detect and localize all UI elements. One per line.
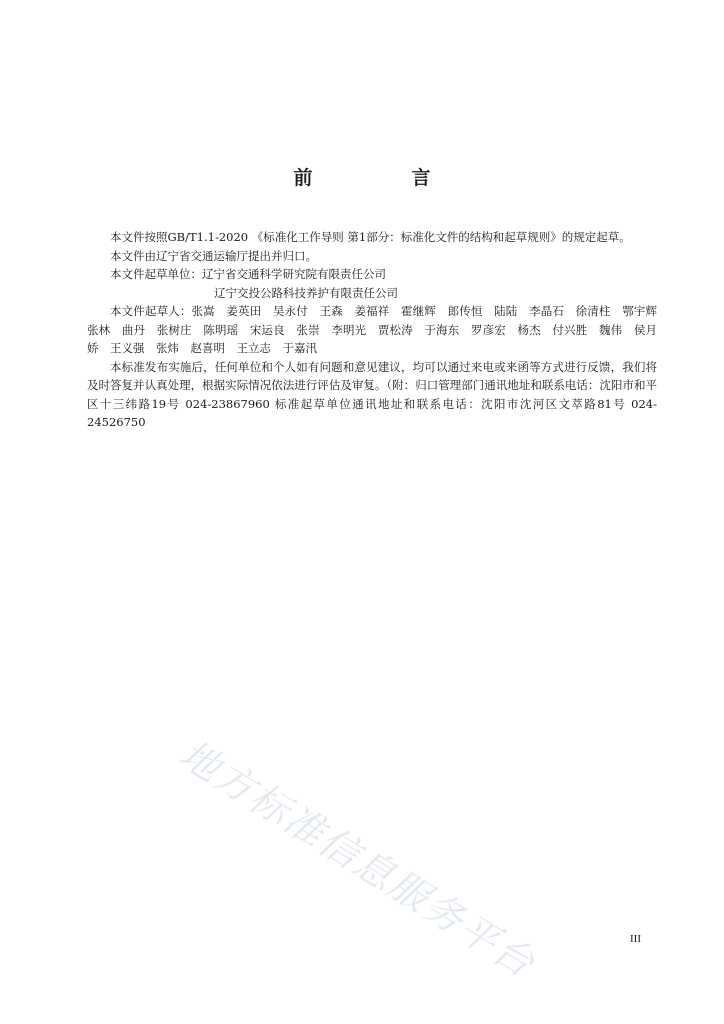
page-number: III — [630, 933, 641, 945]
paragraph-standard-basis: 本文件按照GB/T1.1-2020 《标准化工作导则 第1部分：标准化文件的结构和起草规则》的规定起草。 — [110, 230, 631, 244]
watermark: 地方标准信息服务平台 — [171, 731, 543, 988]
body-text — [87, 228, 669, 432]
paragraph-drafting-unit-2: 辽宁交投公路科技养护有限责任公司 — [214, 285, 398, 300]
page-title: 前 言 — [293, 167, 471, 189]
paragraph-feedback: 本标准发布实施后，任何单位和个人如有问题和意见建议，均可以通过来电或来函等方式进行反馈，我们将及时答复并认真处理，根据实际情况依法进行评估及审复。（附：归口管理部门通讯地址和联系电话：沈阳市和平区十三纬路19号 024-23867960 标准起草单位通讯地址和联系电话：沈阳市沈河区文萃路81号 024-24526750 — [87, 359, 657, 429]
paragraph-proposer: 本文件由辽宁省交通运输厅提出并归口。 — [110, 248, 317, 263]
paragraph-drafters: 本文件起草人：张嵩 姜英田 吴永付 王森 姜福祥 霍继辉 郎传恒 陆陆 李晶石 徐清柱 鄂宇辉 张林 曲丹 张树庄 陈明瑶 宋运良 张崇 李明光 贾松涛 于海东 罗彦宏 杨杰 付兴胜 魏伟 侯月娇 王义强 张炜 赵喜明 王立志 于嘉汛 — [87, 304, 669, 355]
paragraph-drafting-units: 本文件起草单位：辽宁省交通科学研究院有限责任公司 — [110, 267, 386, 281]
